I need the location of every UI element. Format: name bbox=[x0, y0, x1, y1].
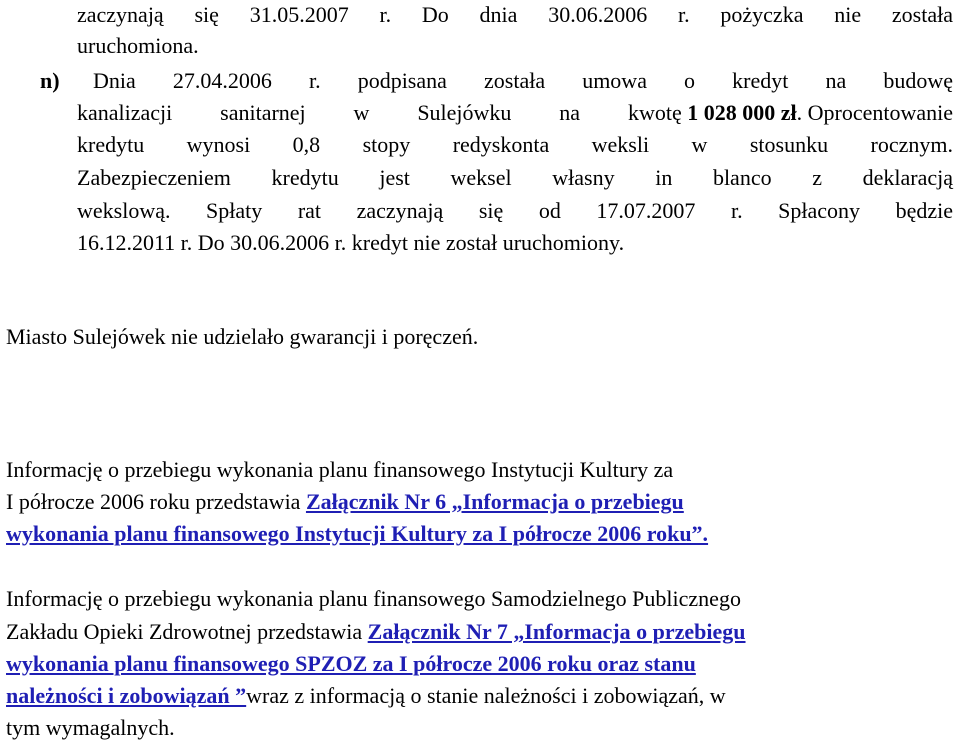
spzoz-line-2-pre: Zakładu Opieki Zdrowotnej przedstawia bbox=[6, 619, 368, 644]
item-m-line-2: uruchomiona. bbox=[77, 33, 199, 58]
item-n-line-1: Dnia 27.04.2006 r. podpisana została umowa o kredyt na budowę bbox=[93, 68, 953, 93]
spzoz-line-3 bbox=[6, 649, 696, 679]
attachment-6-link-continued[interactable]: wykonania planu finansowego Instytucji Kultury za I półrocze 2006 roku”. bbox=[6, 521, 709, 546]
item-n-line-5: wekslową. Spłaty rat zaczynają się od 17.07.2007 r. Spłacony będzie bbox=[77, 198, 953, 223]
item-n-line-6: 16.12.2011 r. Do 30.06.2006 r. kredyt nie został uruchomiony. bbox=[77, 230, 625, 255]
spzoz-line-5: tym wymagalnych. bbox=[6, 715, 175, 740]
guarantee-statement: Miasto Sulejówek nie udzielało gwarancji i poręczeń. bbox=[6, 324, 479, 349]
item-n-line-2-post: . Oprocentowanie bbox=[796, 100, 953, 125]
attachment-6-link[interactable]: Załącznik Nr 6 „Informacja o przebiegu bbox=[305, 489, 684, 514]
spzoz-line-4-post: wraz z informacją o stanie należności i zobowiązań, w bbox=[246, 683, 726, 708]
item-n-line-2 bbox=[77, 98, 953, 128]
item-n-line-4: Zabezpieczeniem kredytu jest weksel własny in blanco z deklaracją bbox=[77, 165, 953, 190]
attachment-7-link-continued[interactable]: wykonania planu finansowego SPZOZ za I półrocze 2006 roku oraz stanu bbox=[6, 651, 696, 676]
culture-line-3 bbox=[6, 519, 708, 549]
attachment-7-link-end[interactable]: należności i zobowiązań ” bbox=[6, 683, 247, 708]
culture-line-1: Informację o przebiegu wykonania planu finansowego Instytucji Kultury za bbox=[6, 457, 674, 482]
culture-line-2-pre: I półrocze 2006 roku przedstawia bbox=[6, 489, 306, 514]
item-m-line-1: zaczynają się 31.05.2007 r. Do dnia 30.06.2006 r. pożyczka nie została bbox=[77, 2, 953, 27]
spzoz-line-2 bbox=[6, 617, 746, 647]
item-n-marker: n) bbox=[40, 68, 60, 93]
culture-line-2 bbox=[6, 487, 684, 517]
spzoz-line-1: Informację o przebiegu wykonania planu finansowego Samodzielnego Publicznego bbox=[6, 586, 741, 611]
attachment-7-link[interactable]: Załącznik Nr 7 „Informacja o przebiegu bbox=[367, 619, 746, 644]
spzoz-line-4 bbox=[6, 681, 726, 711]
item-n-line-3: kredytu wynosi 0,8 stopy redyskonta weksli w stosunku rocznym. bbox=[77, 132, 953, 157]
loan-amount: 1 028 000 zł bbox=[687, 100, 797, 125]
item-n-line-2-pre: kanalizacji sanitarnej w Sulejówku na kwotę bbox=[77, 100, 688, 125]
